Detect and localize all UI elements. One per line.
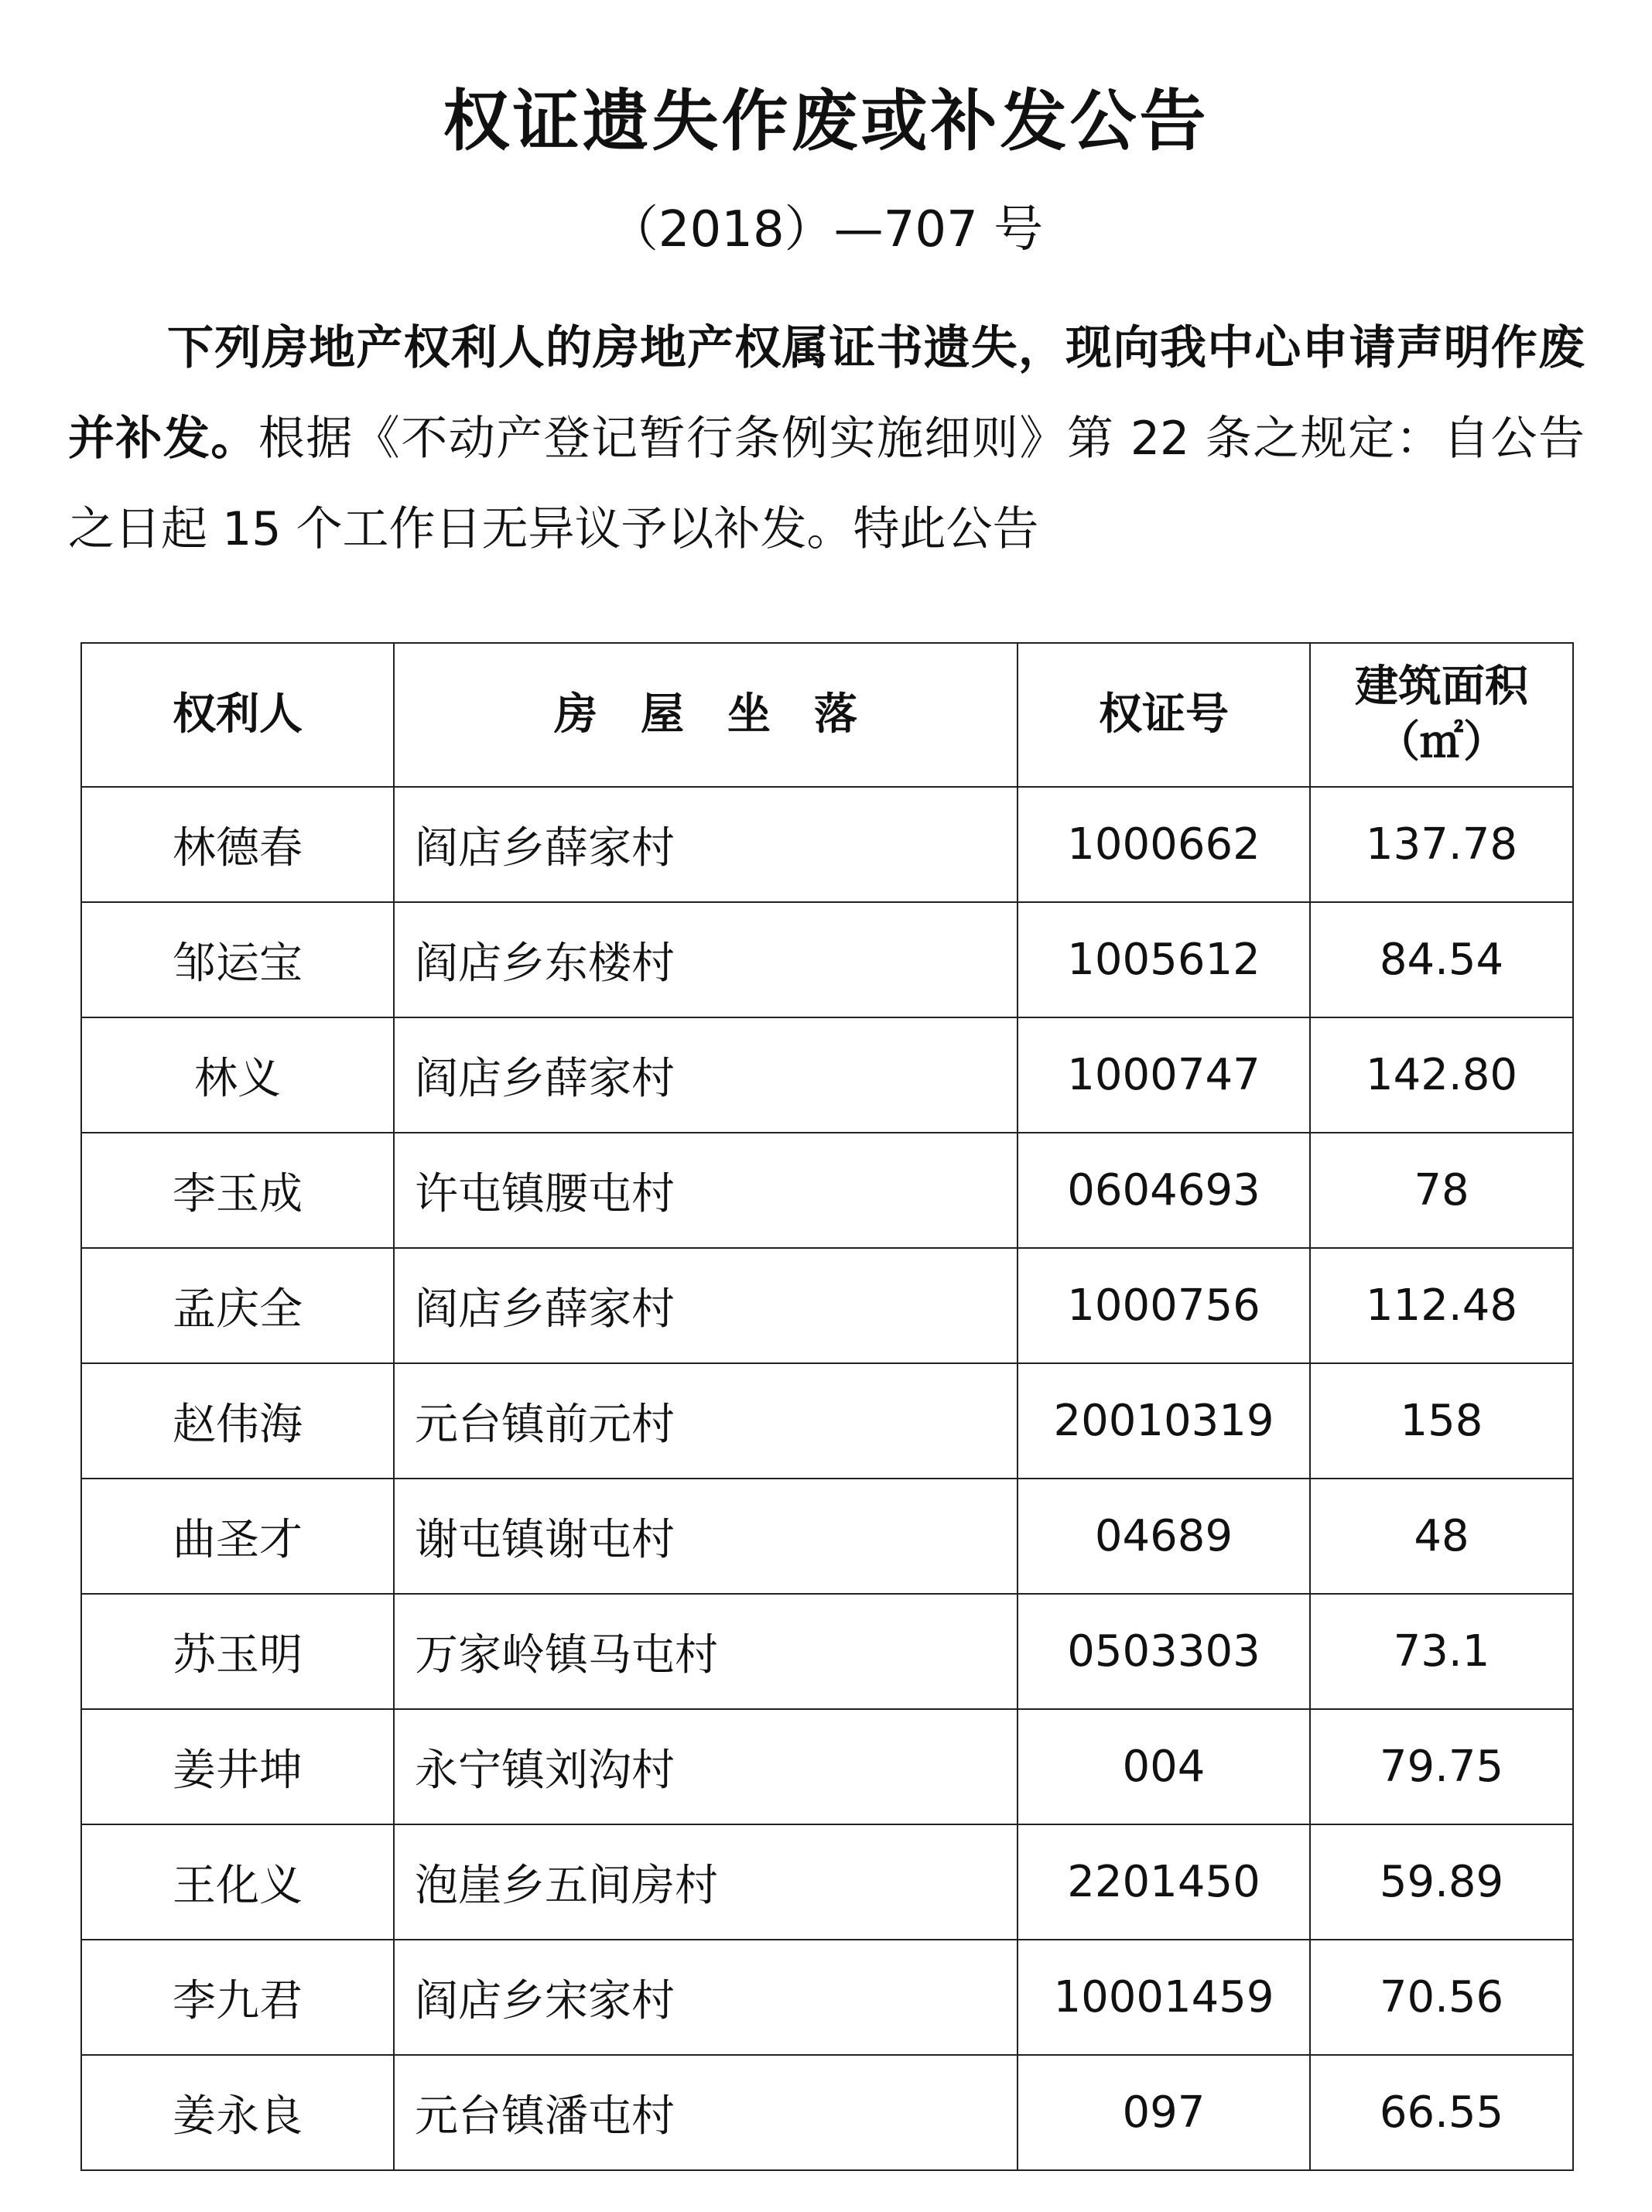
cell-cert-no: 0503303 <box>1018 1594 1310 1709</box>
cell-location: 阎店乡宋家村 <box>394 1940 1018 2055</box>
cell-area: 137.78 <box>1310 787 1573 902</box>
registry-table <box>80 642 1574 2171</box>
header-area-unit: （㎡） <box>1377 717 1507 768</box>
cell-location: 阎店乡薛家村 <box>394 787 1018 902</box>
cell-cert-no: 10001459 <box>1018 1940 1310 2055</box>
cell-holder: 赵伟海 <box>81 1363 394 1479</box>
cell-location: 泡崖乡五间房村 <box>394 1824 1018 1940</box>
cell-cert-no: 1000662 <box>1018 787 1310 902</box>
cell-area: 84.54 <box>1310 902 1573 1017</box>
table-row <box>81 1940 1573 2055</box>
cell-holder: 苏玉明 <box>81 1594 394 1709</box>
header-area-label: 建筑面积 <box>1355 662 1528 712</box>
cell-holder: 王化义 <box>81 1824 394 1940</box>
cell-area: 48 <box>1310 1479 1573 1594</box>
header-cert-no: 权证号 <box>1018 643 1310 787</box>
cell-holder: 林德春 <box>81 787 394 902</box>
cell-location: 阎店乡东楼村 <box>394 902 1018 1017</box>
cell-area: 78 <box>1310 1133 1573 1248</box>
table-row <box>81 1479 1573 1594</box>
table-row <box>81 2055 1573 2170</box>
cell-holder: 曲圣才 <box>81 1479 394 1594</box>
notice-number: （2018）—707 号 <box>608 201 1044 258</box>
cell-cert-no: 20010319 <box>1018 1363 1310 1479</box>
cell-cert-no: 04689 <box>1018 1479 1310 1594</box>
cell-location: 谢屯镇谢屯村 <box>394 1479 1018 1594</box>
header-area <box>1310 643 1573 787</box>
table-row <box>81 902 1573 1017</box>
header-location-label: 房屋坐落 <box>554 689 901 740</box>
cell-location: 阎店乡薛家村 <box>394 1248 1018 1363</box>
notice-body-bold: 下列房地产权利人的房地产权属证书遗失，现向我中心申请声明作废并补发。 <box>68 321 1585 466</box>
table-row <box>81 1363 1573 1479</box>
table-row <box>81 1709 1573 1824</box>
notice-body-rest: 根据《不动产登记暂行条例实施细则》第 22 条之规定：自公告之日起 15 个工作日无异议予以补发。特此公告 <box>68 412 1585 556</box>
cell-location: 许屯镇腰屯村 <box>394 1133 1018 1248</box>
table-row <box>81 1824 1573 1940</box>
cell-area: 66.55 <box>1310 2055 1573 2170</box>
table-row <box>81 1133 1573 1248</box>
notice-body <box>68 303 1585 575</box>
cell-area: 59.89 <box>1310 1824 1573 1940</box>
header-holder: 权利人 <box>81 643 394 787</box>
cell-area: 73.1 <box>1310 1594 1573 1709</box>
cell-area: 70.56 <box>1310 1940 1573 2055</box>
cell-holder: 李九君 <box>81 1940 394 2055</box>
cell-cert-no: 0604693 <box>1018 1133 1310 1248</box>
header-location <box>394 643 1018 787</box>
cell-area: 112.48 <box>1310 1248 1573 1363</box>
cell-cert-no: 004 <box>1018 1709 1310 1824</box>
cell-cert-no: 1000756 <box>1018 1248 1310 1363</box>
cell-location: 元台镇前元村 <box>394 1363 1018 1479</box>
cell-holder: 邹运宝 <box>81 902 394 1017</box>
notice-title: 权证遗失作废或补发公告 <box>443 83 1209 160</box>
cell-holder: 姜永良 <box>81 2055 394 2170</box>
cell-cert-no: 097 <box>1018 2055 1310 2170</box>
cell-area: 79.75 <box>1310 1709 1573 1824</box>
cell-area: 142.80 <box>1310 1017 1573 1133</box>
cell-location: 阎店乡薛家村 <box>394 1017 1018 1133</box>
cell-holder: 李玉成 <box>81 1133 394 1248</box>
cell-cert-no: 1000747 <box>1018 1017 1310 1133</box>
cell-area: 158 <box>1310 1363 1573 1479</box>
cell-location: 万家岭镇马屯村 <box>394 1594 1018 1709</box>
cell-holder: 孟庆全 <box>81 1248 394 1363</box>
cell-holder: 林义 <box>81 1017 394 1133</box>
table-row <box>81 787 1573 902</box>
table-row <box>81 1248 1573 1363</box>
table-row <box>81 1017 1573 1133</box>
cell-holder: 姜井坤 <box>81 1709 394 1824</box>
cell-location: 永宁镇刘沟村 <box>394 1709 1018 1824</box>
table-row <box>81 1594 1573 1709</box>
cell-cert-no: 1005612 <box>1018 902 1310 1017</box>
cell-cert-no: 2201450 <box>1018 1824 1310 1940</box>
table-header-row <box>81 643 1573 787</box>
cell-location: 元台镇潘屯村 <box>394 2055 1018 2170</box>
